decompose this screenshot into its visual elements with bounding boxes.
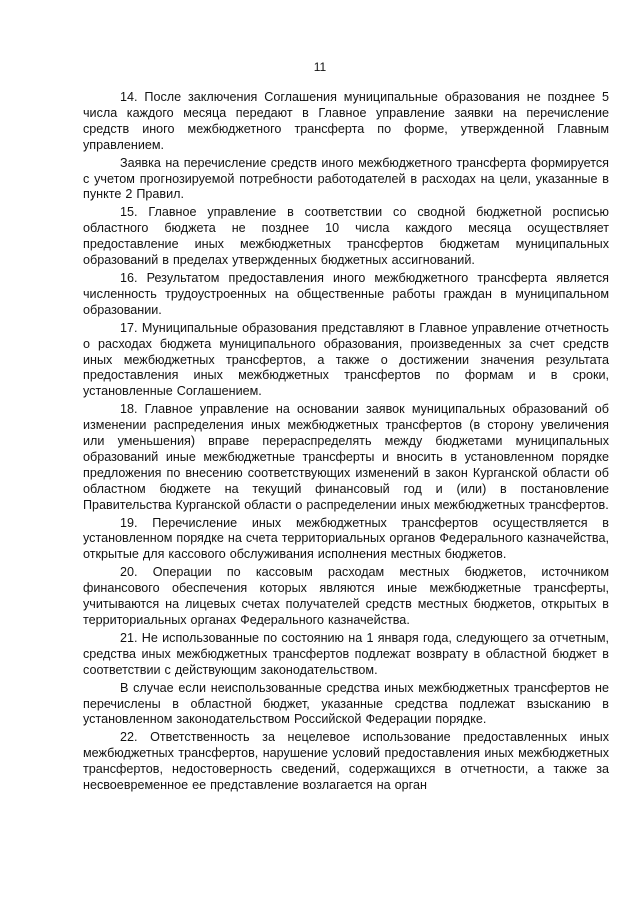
paragraph-15: 15. Главное управление в соответствии со сводной бюджетной росписью областного бюджета не позднее 10 числа каждого месяца осуществляет предоставление иных межбюджетных трансфертов бюджетам муниципальных образований в пределах утвержденных бюджетных ассигнований. — [83, 205, 609, 268]
page-number: 11 — [313, 60, 327, 74]
paragraph-19: 19. Перечисление иных межбюджетных трансфертов осуществляется в установленном порядке на счета территориальных органов Федерального казначейства, открытые для кассового обслуживания исполнения местных бюджетов. — [83, 515, 609, 562]
paragraph-20: 20. Операции по кассовым расходам местных бюджетов, источником финансового обеспечения которых являются иные межбюджетные трансферты, учитываются на лицевых счетах получателей средств местных бюджетов, открытых в территориальных органах Федерального казначейства. — [83, 565, 609, 627]
paragraph-21-unspent: В случае если неиспользованные средства иных межбюджетных трансфертов не перечислены в областной бюджет, указанные средства подлежат взысканию в установленном законодательством Российской Федерации порядке. — [83, 680, 609, 727]
paragraph-22: 22. Ответственность за нецелевое использование предоставленных иных межбюджетных трансфертов, нарушение условий предоставления иных межбюджетных трансфертов, недостоверность сведений, содержащихся в отчетности, а также за несвоевременное ее представление возлагается на орган — [83, 730, 609, 793]
paragraph-16: 16. Результатом предоставления иного межбюджетного трансферта является численность трудоустроенных на общественные работы граждан в муниципальном образовании. — [83, 270, 609, 317]
paragraph-18: 18. Главное управление на основании заявок муниципальных образований об изменении распределения иных межбюджетных трансфертов (в сторону увеличения или уменьшения) вправе перераспределять между бюджетами муниципальных образований иные межбюджетные трансферты и вносить в установленном порядке предложения по внесению соответствующих изменений в закон Курганской области об областном бюджете на текущий финансовый год и (или) в постановление Правительства Курганской области о распределении иных межбюджетных трансфертов. — [83, 402, 609, 512]
document-body — [83, 90, 609, 796]
paragraph-14: 14. После заключения Соглашения муниципальные образования не позднее 5 числа каждого месяца передают в Главное управление заявки на перечисление средств иного межбюджетного трансферта по форме, утвержденной Главным управлением. — [83, 90, 609, 152]
paragraph-14-request: Заявка на перечисление средств иного межбюджетного трансферта формируется с учетом прогнозируемой потребности работодателей в расходах на цели, указанные в пункте 2 Правил. — [83, 155, 609, 202]
paragraph-17: 17. Муниципальные образования представляют в Главное управление отчетность о расходах бюджета муниципального образования, произведенных за счет средств иных межбюджетных трансфертов, а также о достижении значения результата предоставления иных межбюджетных трансфертов по формам и в сроки, установленные Соглашением. — [83, 320, 609, 399]
paragraph-21: 21. Не использованные по состоянию на 1 января года, следующего за отчетным, средства иных межбюджетных трансфертов подлежат возврату в областной бюджет в соответствии с действующим законодательством. — [83, 630, 609, 677]
